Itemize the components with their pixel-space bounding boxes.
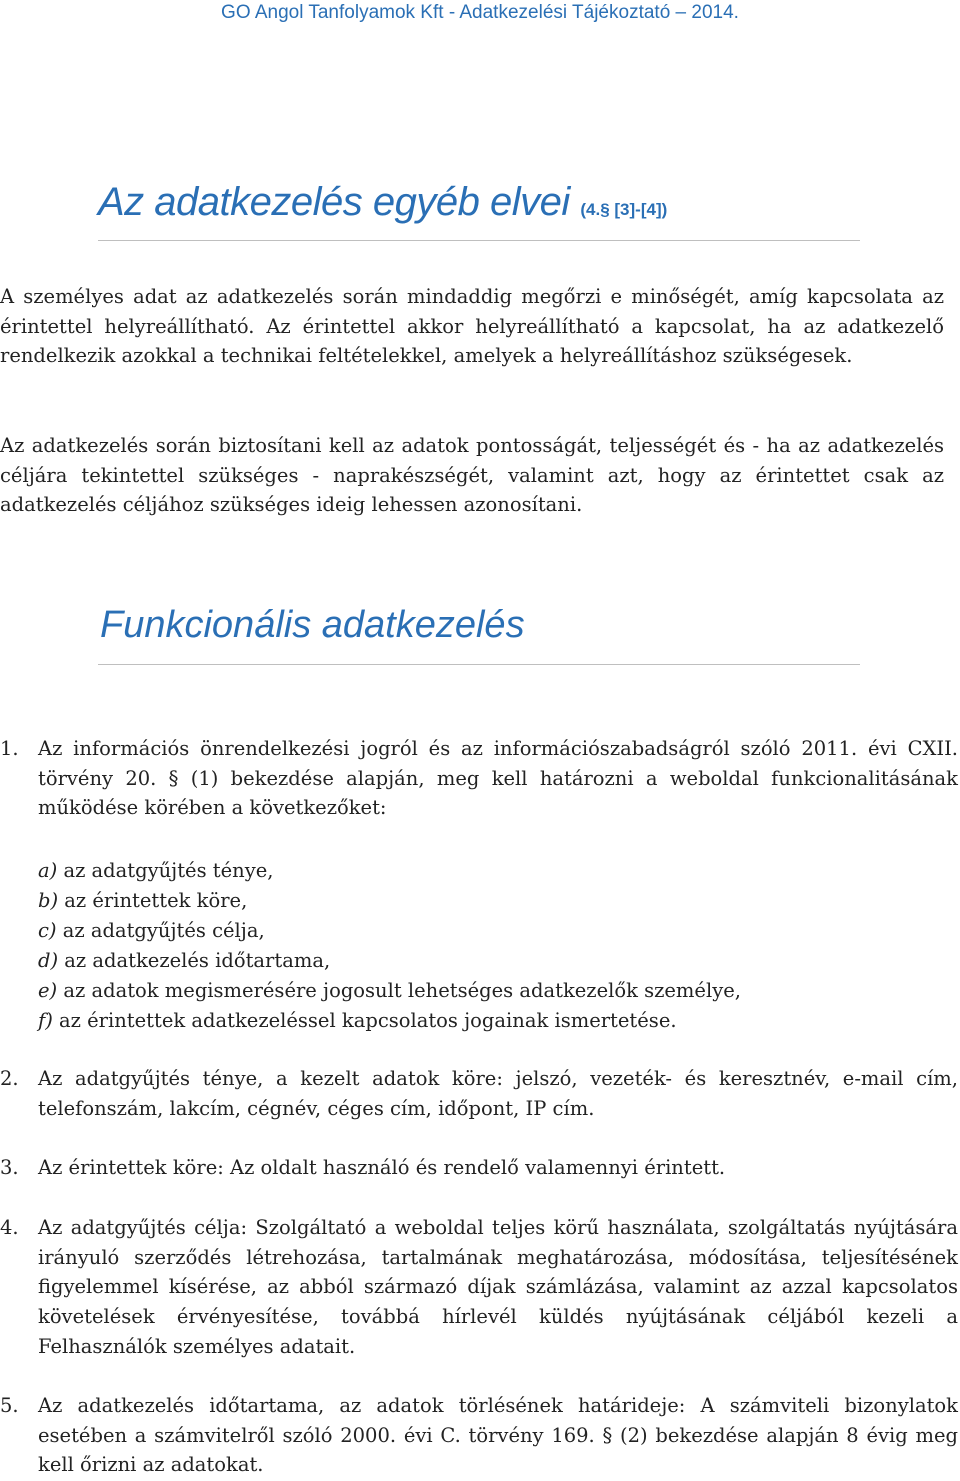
sublist-item-f	[38, 1006, 741, 1036]
sublist-text: az adatkezelés időtartama,	[64, 948, 331, 972]
section-reference: (4.§ [3]-[4])	[580, 200, 668, 219]
sublist-item-e	[38, 976, 741, 1006]
list-item-text: Az adatkezelés időtartama, az adatok törlésének határideje: A számviteli bizonylatok esetében a számvitelről szóló 2000. évi C. törvény 169. § (2) bekezdése alapján 8 évig meg kell őrizni az adatokat.	[38, 1394, 958, 1477]
list-number: 2.	[0, 1067, 19, 1090]
title-underline	[98, 664, 860, 665]
paragraph-principles-2: Az adatkezelés során biztosítani kell az adatok pontosságát, teljességét és - ha az adatkezelés céljára tekintettel szükséges - naprakészségét, valamint azt, hogy az érintettet csak az adatkezelés céljához szükséges ideig lehessen azonosítani.	[0, 434, 944, 517]
paragraph-principles-1: A személyes adat az adatkezelés során mindaddig megőrzi e minőségét, amíg kapcsolata az érintettel helyreállítható. Az érintettel akkor helyreállítható a kapcsolat, ha az adatkezelő rendelkezik azokkal a technikai feltételekkel, amelyek a helyreállításhoz szükségesek.	[0, 285, 944, 368]
section-title-principles	[98, 180, 667, 225]
sublist-text: az adatok megismerésére jogosult lehetséges adatkezelők személye,	[63, 978, 741, 1002]
sublist-letter: d)	[38, 948, 59, 972]
sublist-item-b	[38, 886, 741, 916]
sublist-item-d	[38, 946, 741, 976]
sublist-letter: e)	[38, 978, 58, 1002]
sublist-letter: c)	[38, 918, 57, 942]
title-underline	[98, 240, 860, 241]
list-number: 1.	[0, 737, 19, 760]
sublist-letter: f)	[38, 1008, 53, 1032]
sublist-item-a	[38, 856, 741, 886]
sublist-text: az érintettek adatkezeléssel kapcsolatos jogainak ismertetése.	[59, 1008, 677, 1032]
sublist-text: az adatgyűjtés ténye,	[63, 859, 274, 882]
list-number: 5.	[0, 1394, 19, 1417]
list-item-text: Az információs önrendelkezési jogról és az információszabadságról szóló 2011. évi CXII. törvény 20. § (1) bekezdése alapján, meg kell határozni a weboldal funkcionalitásának működése körében a következőket:	[38, 737, 958, 820]
sublist-letter: b)	[38, 888, 59, 912]
section-title-text: Az adatkezelés egyéb elvei	[98, 180, 570, 224]
list-item-text: Az adatgyűjtés ténye, a kezelt adatok köre: jelszó, vezeték- és keresztnév, e-mail cím, telefonszám, lakcím, cégnév, céges cím, időpont, IP cím.	[38, 1067, 958, 1120]
sublist	[38, 856, 741, 1035]
list-number: 4.	[0, 1216, 19, 1239]
sublist-text: az adatgyűjtés célja,	[62, 918, 265, 942]
page-header: GO Angol Tanfolyamok Kft - Adatkezelési Tájékoztató – 2014.	[221, 2, 739, 23]
section-title-functional: Funkcionális adatkezelés	[100, 604, 525, 646]
list-item-text: Az érintettek köre: Az oldalt használó és rendelő valamennyi érintett.	[38, 1156, 726, 1179]
sublist-item-c	[38, 916, 741, 946]
sublist-letter: a)	[38, 859, 58, 882]
list-number: 3.	[0, 1156, 19, 1179]
sublist-text: az érintettek köre,	[64, 888, 248, 912]
list-item-text: Az adatgyűjtés célja: Szolgáltató a weboldal teljes körű használata, szolgáltatás nyújtására irányuló szerződés létrehozása, tartalmának meghatározása, módosítása, teljesítésének figyelemmel kísérése, az abból származó díjak számlázása, valamint az azzal kapcsolatos követelések érvényesítése, továbbá hírlevél küldés nyújtásának céljából kezeli a Felhasználók személyes adatait.	[38, 1216, 958, 1358]
